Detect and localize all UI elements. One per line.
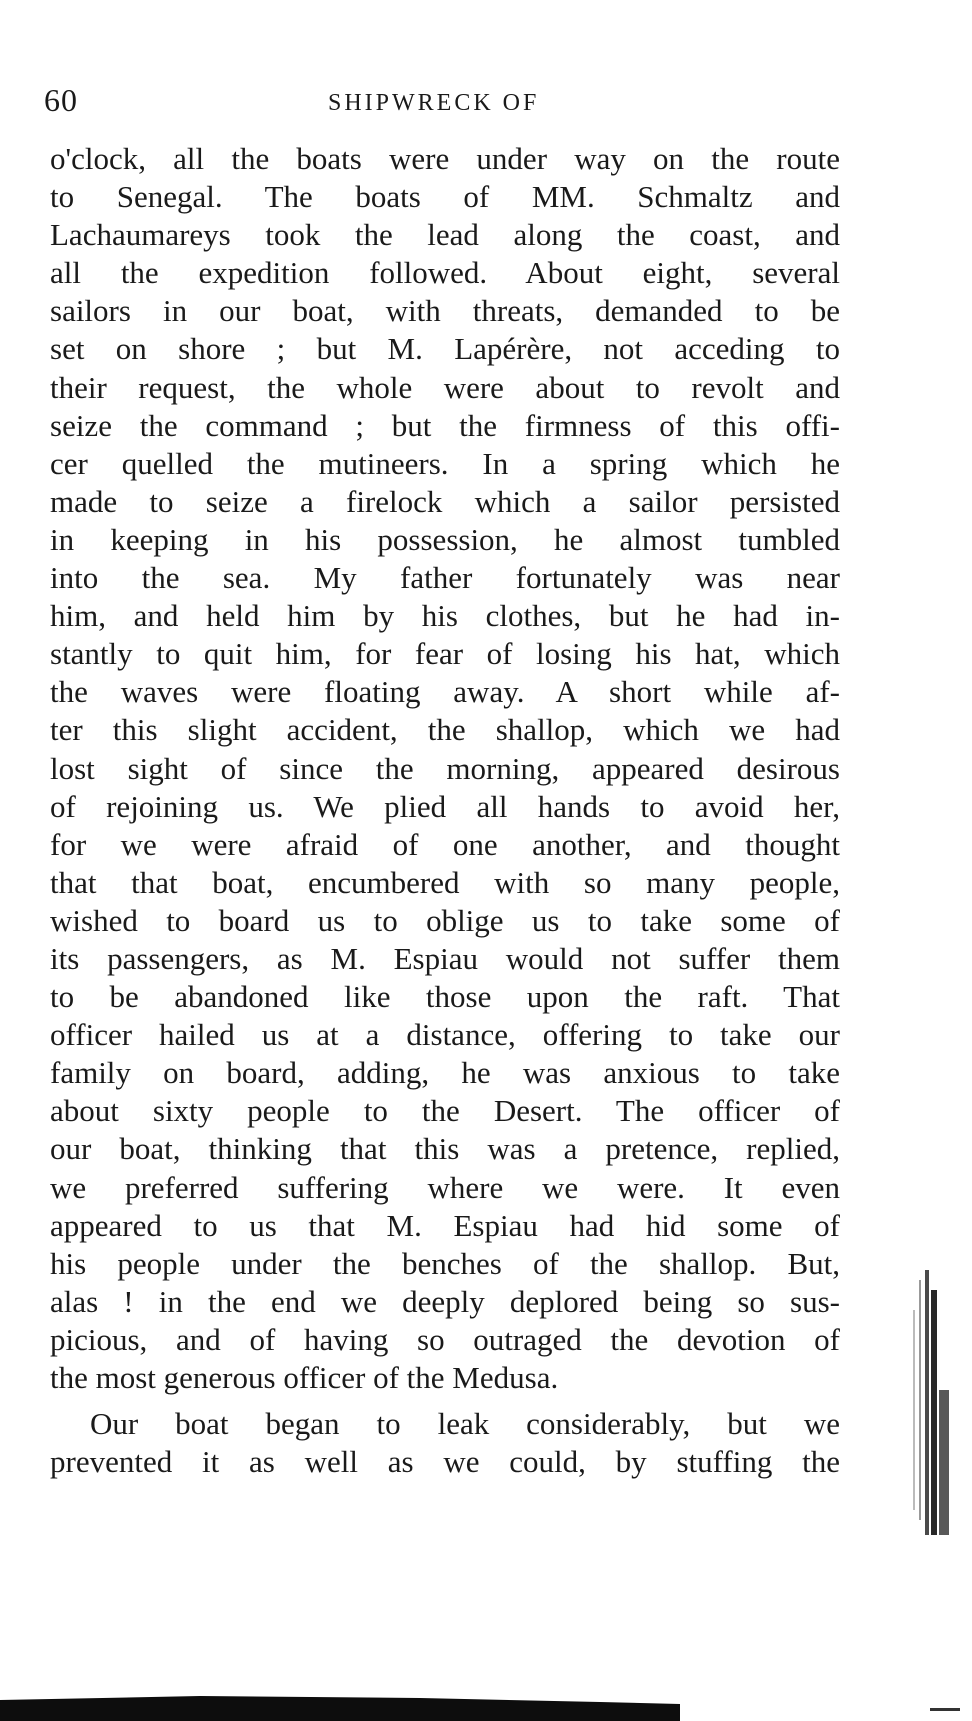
text-line: our boat, thinking that this was a pretence, replied, — [50, 1131, 840, 1167]
running-head: SHIPWRECK OF — [328, 90, 540, 116]
page-number: 60 — [44, 82, 78, 118]
text-line: into the sea. My father fortunately was near — [50, 560, 840, 596]
paragraph-gap — [50, 1397, 840, 1405]
text-line: we preferred suffering where we were. It even — [50, 1169, 840, 1205]
text-line: the waves were floating away. A short while af- — [50, 674, 840, 710]
text-line: picious, and of having so outraged the devotion of — [50, 1321, 840, 1357]
text-line: cer quelled the mutineers. In a spring which he — [50, 445, 840, 481]
text-line: in keeping in his possession, he almost tumbled — [50, 521, 840, 557]
text-line: his people under the benches of the shallop. But, — [50, 1245, 840, 1281]
text-line: stantly to quit him, for fear of losing his hat, which — [50, 636, 840, 672]
scan-gutter-shadow — [895, 1270, 965, 1535]
text-line: about sixty people to the Desert. The officer of — [50, 1093, 840, 1129]
text-line: him, and held him by his clothes, but he had in- — [50, 598, 840, 634]
text-line: their request, the whole were about to revolt and — [50, 369, 840, 405]
paragraph-2 — [50, 1405, 840, 1481]
body-text — [50, 140, 840, 1481]
text-line: lost sight of since the morning, appeared desirous — [50, 750, 840, 786]
text-line: Our boat began to leak considerably, but we — [90, 1406, 840, 1442]
text-line: wished to board us to oblige us to take some of — [50, 902, 840, 938]
text-line: set on shore ; but M. Lapérère, not acceding to — [50, 331, 840, 367]
text-line: the most generous officer of the Medusa. — [50, 1360, 559, 1395]
paragraph-1 — [50, 140, 840, 1397]
text-line: officer hailed us at a distance, offering to take our — [50, 1017, 840, 1053]
text-line: family on board, adding, he was anxious to take — [50, 1055, 840, 1091]
text-line: to be abandoned like those upon the raft. That — [50, 979, 840, 1015]
text-line: for we were afraid of one another, and thought — [50, 826, 840, 862]
scan-bottom-edge — [0, 1690, 972, 1721]
text-line: o'clock, all the boats were under way on the route — [50, 141, 840, 176]
text-line: to Senegal. The boats of MM. Schmaltz and — [50, 179, 840, 215]
text-line: sailors in our boat, with threats, demanded to be — [50, 293, 840, 329]
text-line: Lachaumareys took the lead along the coast, and — [50, 217, 840, 253]
text-line: that that boat, encumbered with so many people, — [50, 864, 840, 900]
text-line: its passengers, as M. Espiau would not suffer them — [50, 940, 840, 976]
text-line: ter this slight accident, the shallop, which we had — [50, 712, 840, 748]
text-line: alas ! in the end we deeply deplored being so sus- — [50, 1283, 840, 1319]
text-line: seize the command ; but the firmness of this offi- — [50, 407, 840, 443]
text-line: prevented it as well as we could, by stuffing the — [50, 1444, 840, 1480]
text-line: all the expedition followed. About eight, several — [50, 255, 840, 291]
page-header — [44, 82, 844, 126]
text-line: of rejoining us. We plied all hands to avoid her, — [50, 788, 840, 824]
text-line: appeared to us that M. Espiau had hid some of — [50, 1207, 840, 1243]
text-line: made to seize a firelock which a sailor persisted — [50, 483, 840, 519]
